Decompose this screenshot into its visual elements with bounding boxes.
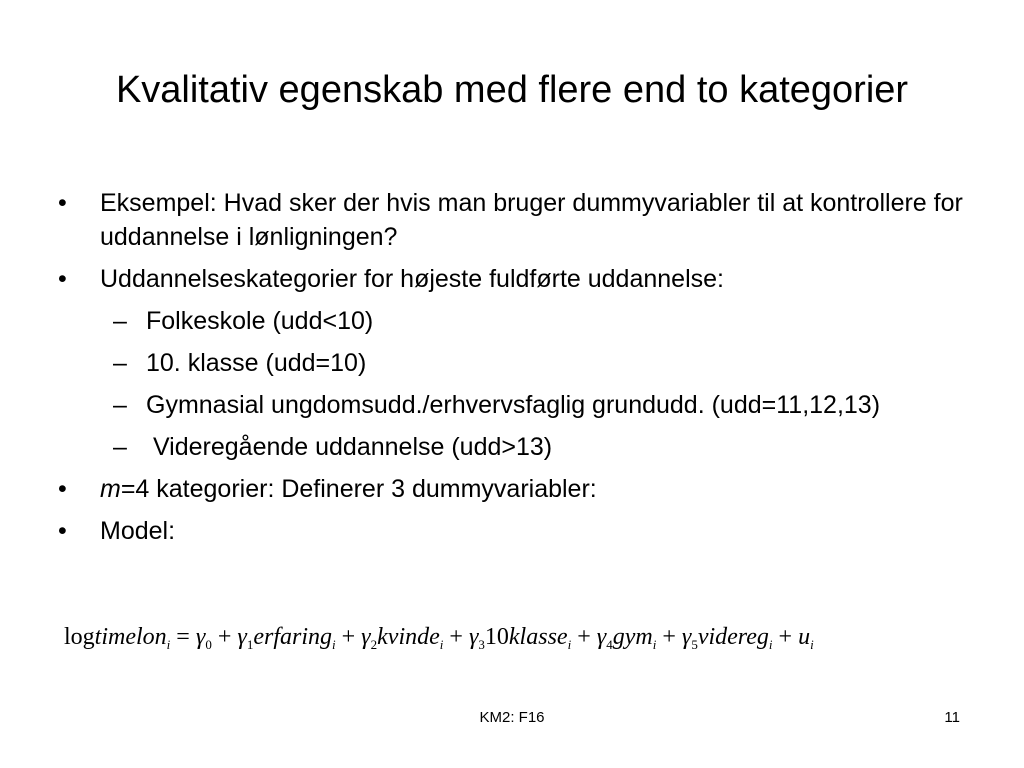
formula-index: i [439, 637, 444, 652]
sub-bullet-marker: – [113, 391, 127, 419]
formula-gamma: γ [361, 624, 371, 650]
page-number: 11 [944, 709, 960, 726]
slide-title: Kvalitativ egenskab med flere end to kategorier [115, 69, 909, 111]
formula-coef-sub: 3 [478, 637, 485, 652]
sub-bullet-marker: – [113, 349, 127, 377]
sub-bullet-text: Videregående uddannelse (udd>13) [146, 433, 553, 461]
bullet-m-categories [58, 472, 978, 506]
formula-coef-sub: 2 [370, 637, 378, 652]
formula-gamma: γ [195, 624, 206, 650]
bullet-categories [58, 262, 978, 296]
formula-coef-sub: 0 [205, 637, 212, 652]
sub-bullet-marker: – [113, 433, 127, 461]
formula-var: erfaring [253, 624, 332, 650]
formula-plus: + [577, 624, 591, 650]
formula-var: videreg [697, 624, 769, 650]
formula-coef-sub: 5 [691, 637, 698, 652]
formula-error-var: u [798, 624, 811, 650]
sub-bullet-gymnasial [58, 388, 978, 422]
formula-index: i [332, 637, 336, 652]
formula-plus: + [341, 624, 356, 650]
formula-var: kvinde [377, 624, 440, 650]
formula-var: klasse [508, 624, 568, 650]
formula-var: gym [612, 624, 653, 650]
formula-equals: = [176, 624, 190, 650]
formula-plus: + [449, 624, 463, 650]
formula-index: i [166, 637, 171, 652]
bullet-variable-m: m [100, 475, 121, 503]
sub-bullet-text: 10. klasse (udd=10) [146, 349, 367, 377]
bullet-marker: • [58, 475, 67, 503]
bullet-text: Uddannelseskategorier for højeste fuldførte uddannelse: [100, 265, 724, 293]
footer-label: KM2: F16 [479, 709, 545, 726]
bullet-marker: • [58, 265, 67, 293]
formula-index: i [567, 637, 572, 652]
sub-bullet-videregaaende [58, 430, 978, 464]
formula-plus: + [217, 624, 232, 650]
formula-gamma: γ [237, 624, 247, 650]
formula-index: i [652, 637, 657, 652]
sub-bullet-marker: – [113, 307, 127, 335]
formula-gamma: γ [468, 624, 479, 650]
bullet-example [58, 186, 978, 254]
bullet-text: =4 kategorier: Definerer 3 dummyvariabler: [120, 475, 597, 503]
formula-index: i [810, 637, 814, 652]
sub-bullet-text: Gymnasial ungdomsudd./erhvervsfaglig grundudd. (udd=11,12,13) [146, 391, 881, 419]
formula-gamma: γ [681, 624, 692, 650]
formula-plus: + [662, 624, 676, 650]
formula-lhs-var: timelon [94, 624, 167, 650]
bullet-marker: • [58, 189, 67, 217]
formula-gamma: γ [596, 624, 607, 650]
slide-content [58, 186, 978, 556]
formula-number: 10 [484, 624, 509, 650]
formula-coef-sub: 1 [246, 637, 254, 652]
bullet-text: Eksempel: Hvad sker der hvis man bruger dummyvariabler til at kontrollere for uddannelse i lønligningen? [100, 189, 963, 251]
formula-coef-sub: 4 [606, 637, 613, 652]
sub-bullet-text: Folkeskole (udd<10) [146, 307, 374, 335]
model-formula [64, 622, 984, 652]
formula-index: i [768, 637, 773, 652]
bullet-text: Model: [100, 517, 176, 545]
bullet-marker: • [58, 517, 67, 545]
bullet-model [58, 514, 978, 548]
sub-bullet-folkeskole [58, 304, 978, 338]
formula-log: log [64, 624, 95, 650]
sub-bullet-10-klasse [58, 346, 978, 380]
formula-plus: + [778, 624, 793, 650]
